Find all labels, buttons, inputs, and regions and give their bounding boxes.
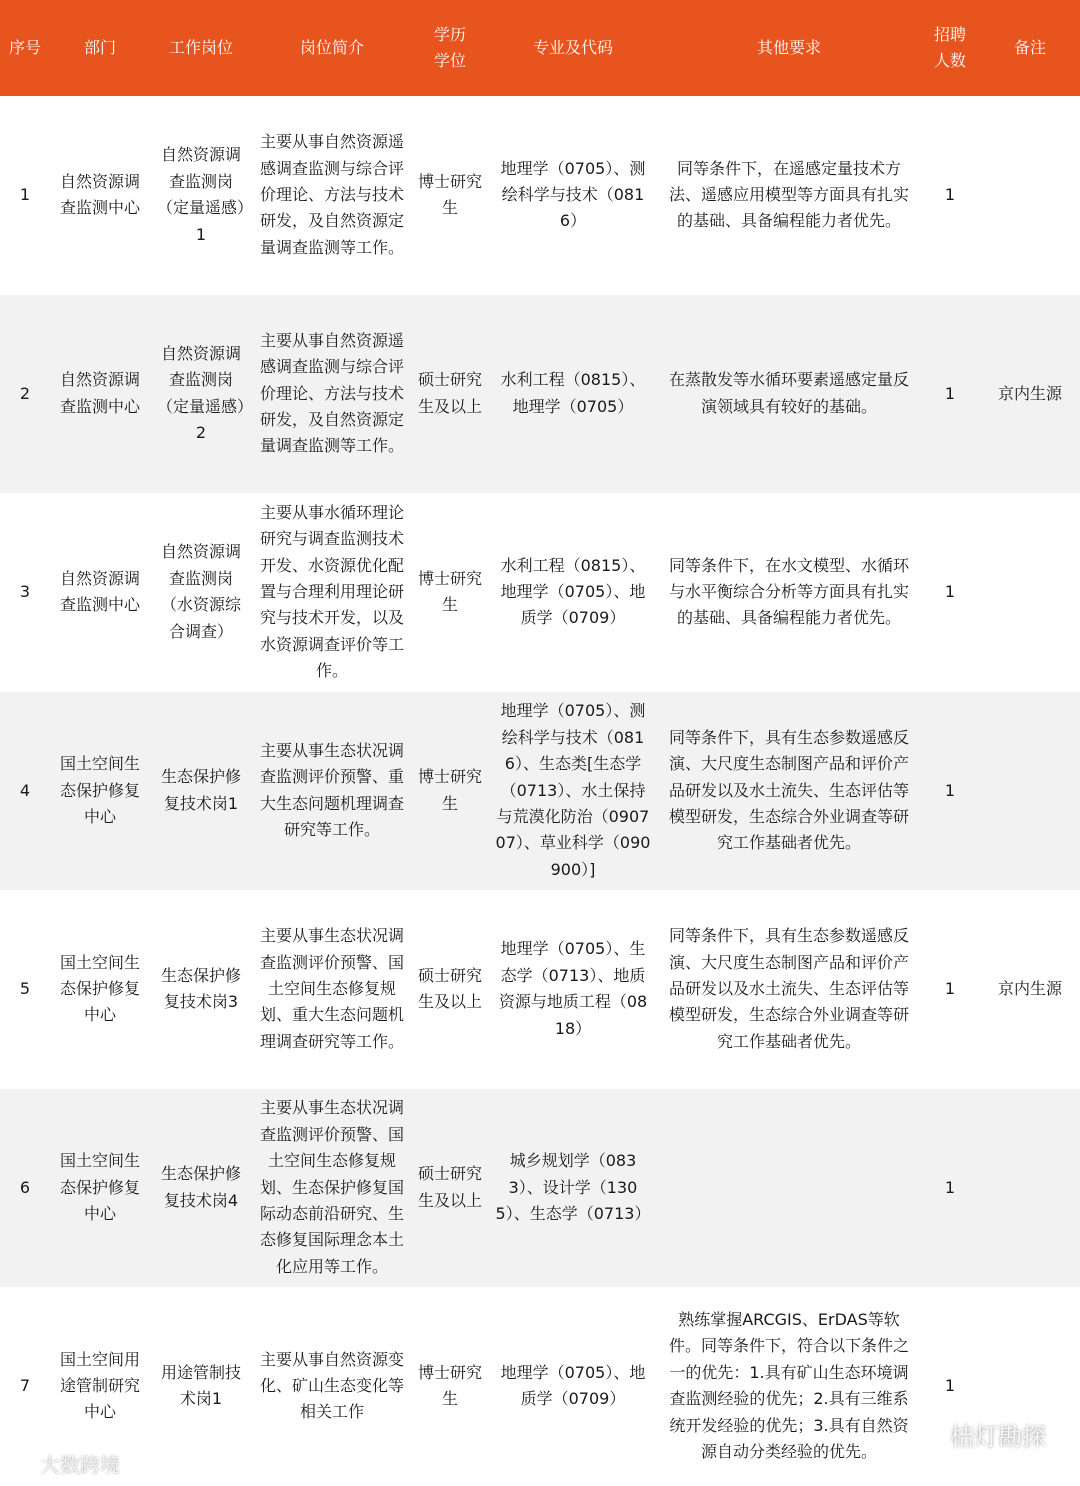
cell-intro-text: 主要从事生态状况调查监测评价预警、国土空间生态修复规划、生态保护修复国际动态前沿研究、生态修复国际理念本土化应用等工作。 [259,1098,404,1276]
cell-intro [252,295,412,494]
table-row [0,890,1080,1089]
table-row [0,1089,1080,1288]
header-count: 招聘 人数 [933,24,966,70]
cell-post: 自然资源调查监测岗（定量遥感）1 [156,145,245,244]
cell-post: 用途管制技术岗1 [160,1362,241,1409]
header-major: 专业及代码 [532,37,613,57]
cell-count: 1 [944,1376,956,1396]
cell-note [980,1287,1080,1486]
cell-no: 5 [19,979,31,999]
cell-major: 地理学（0705）、测绘科学与技术（0816）、生态类[生态学（0713）、水土保持与荒漠化防治（090707）、草业科学（090900）] [495,701,651,879]
cell-count: 1 [944,780,956,800]
cell-post: 生态保护修复技术岗1 [160,767,241,813]
cell-intro [252,890,412,1089]
cell-other: 同等条件下，具有生态参数遥感反演、大尺度生态制图产品和评价产品研发以及水土流失、生态评估等模型研发，生态综合外业调查等研究工作基础者优先。 [668,926,909,1051]
header-dept: 部门 [83,37,116,57]
cell-no: 2 [19,383,31,403]
watermark-logo-icon [10,1451,36,1476]
cell-dept: 国土空间用途管制研究中心 [59,1349,140,1422]
cell-other [658,1089,920,1288]
cell-count: 1 [944,979,956,999]
cell-other: 同等条件下，具有生态参数遥感反演、大尺度生态制图产品和评价产品研发以及水土流失、生态评估等模型研发，生态综合外业调查等研究工作基础者优先。 [668,727,909,853]
cell-dept: 国土空间生态保护修复中心 [59,952,140,1025]
table-header-row [0,0,1080,96]
watermark-left [10,1449,120,1478]
cell-note [980,1089,1080,1288]
cell-major: 地理学（0705）、地质学（0709） [500,1362,646,1409]
cell-note: 京内生源 [997,979,1062,999]
cell-dept: 自然资源调查监测中心 [59,370,140,416]
watermark-right-text: 桔灯勘探 [950,1423,1046,1451]
cell-note [980,96,1080,295]
cell-degree: 博士研究生 [418,1362,483,1409]
table-row [0,295,1080,494]
cell-intro [252,493,412,692]
cell-count: 1 [944,383,956,403]
cell-note: 京内生源 [997,383,1062,403]
cell-other: 熟练掌握ARCGIS、ErDAS等软件。同等条件下，符合以下条件之一的优先：1.具有矿山生态环境调查监测经验的优先；2.具有三维系统开发经验的优先；3.具有自然资源自动分类经验的优先。 [668,1310,909,1462]
cell-dept: 国土空间生态保护修复中心 [59,754,140,826]
cell-major: 地理学（0705）、测绘科学与技术（0816） [500,158,646,231]
cell-intro [252,692,412,891]
table-row [0,493,1080,692]
cell-no: 3 [19,582,31,602]
cell-degree: 博士研究生 [418,568,483,615]
cell-count: 1 [944,1177,956,1197]
cell-other: 同等条件下，在水文模型、水循环与水平衡综合分析等方面具有扎实的基础、具备编程能力者优先。 [668,555,909,628]
cell-intro-text: 主要从事生态状况调查监测评价预警、国土空间生态修复规划、重大生态问题机理调查研究等工作。 [259,926,404,1051]
cell-other: 在蒸散发等水循环要素遥感定量反演领域具有较好的基础。 [668,370,909,416]
cell-count: 1 [944,582,956,602]
cell-intro-text: 主要从事自然资源遥感调查监测与综合评价理论、方法与技术研发，及自然资源定量调查监测等工作。 [259,132,404,257]
cell-degree: 硕士研究生及以上 [418,370,483,416]
header-no: 序号 [8,37,41,57]
cell-no: 6 [19,1177,31,1197]
table-row [0,96,1080,295]
cell-dept: 自然资源调查监测中心 [59,171,140,218]
header-post: 工作岗位 [168,37,233,57]
cell-degree: 硕士研究生及以上 [418,965,483,1012]
cell-intro-text: 主要从事自然资源变化、矿山生态变化等相关工作 [259,1349,404,1422]
cell-no: 4 [19,780,31,800]
cell-post: 生态保护修复技术岗3 [160,965,241,1012]
cell-count: 1 [944,185,956,205]
cell-post: 自然资源调查监测岗（定量遥感）2 [156,343,245,443]
cell-intro [252,1089,412,1288]
cell-degree: 硕士研究生及以上 [418,1164,483,1210]
cell-post: 生态保护修复技术岗4 [160,1164,241,1210]
cell-degree: 博士研究生 [418,767,483,813]
cell-intro [252,1287,412,1486]
table-row [0,692,1080,891]
header-other: 其他要求 [756,37,821,57]
cell-no: 1 [19,185,31,205]
header-note: 备注 [1013,37,1046,57]
table-row [0,1287,1080,1486]
header-intro: 岗位简介 [299,37,364,57]
cell-major: 地理学（0705）、生态学（0713）、地质资源与地质工程（0818） [498,939,648,1038]
wechat-icon [914,1419,944,1451]
cell-post: 自然资源调查监测岗（水资源综合调查） [160,542,241,641]
cell-intro-text: 主要从事水循环理论研究与调查监测技术开发、水资源优化配置与合理利用理论研究与技术开发，以及水资源调查评价等工作。 [259,502,404,681]
cell-degree: 博士研究生 [418,171,483,218]
cell-intro [252,96,412,295]
cell-dept: 国土空间生态保护修复中心 [59,1151,140,1223]
cell-major: 城乡规划学（0833）、设计学（1305）、生态学（0713） [495,1151,651,1223]
cell-intro-text: 主要从事生态状况调查监测评价预警、重大生态问题机理调查研究等工作。 [259,740,404,840]
cell-no: 7 [19,1376,31,1396]
cell-other: 同等条件下，在遥感定量技术方法、遥感应用模型等方面具有扎实的基础、具备编程能力者优先。 [668,158,909,231]
cell-note [980,692,1080,891]
cell-major: 水利工程（0815）、地理学（0705）、地质学（0709） [500,555,646,628]
cell-major: 水利工程（0815）、地理学（0705） [500,370,646,416]
watermark-right [914,1417,1046,1452]
cell-note [980,493,1080,692]
header-degree: 学历 学位 [433,24,466,70]
cell-intro-text: 主要从事自然资源遥感调查监测与综合评价理论、方法与技术研发，及自然资源定量调查监测等工作。 [259,330,404,456]
cell-dept: 自然资源调查监测中心 [59,568,140,615]
watermark-left-text: 大数跨境 [40,1453,120,1477]
